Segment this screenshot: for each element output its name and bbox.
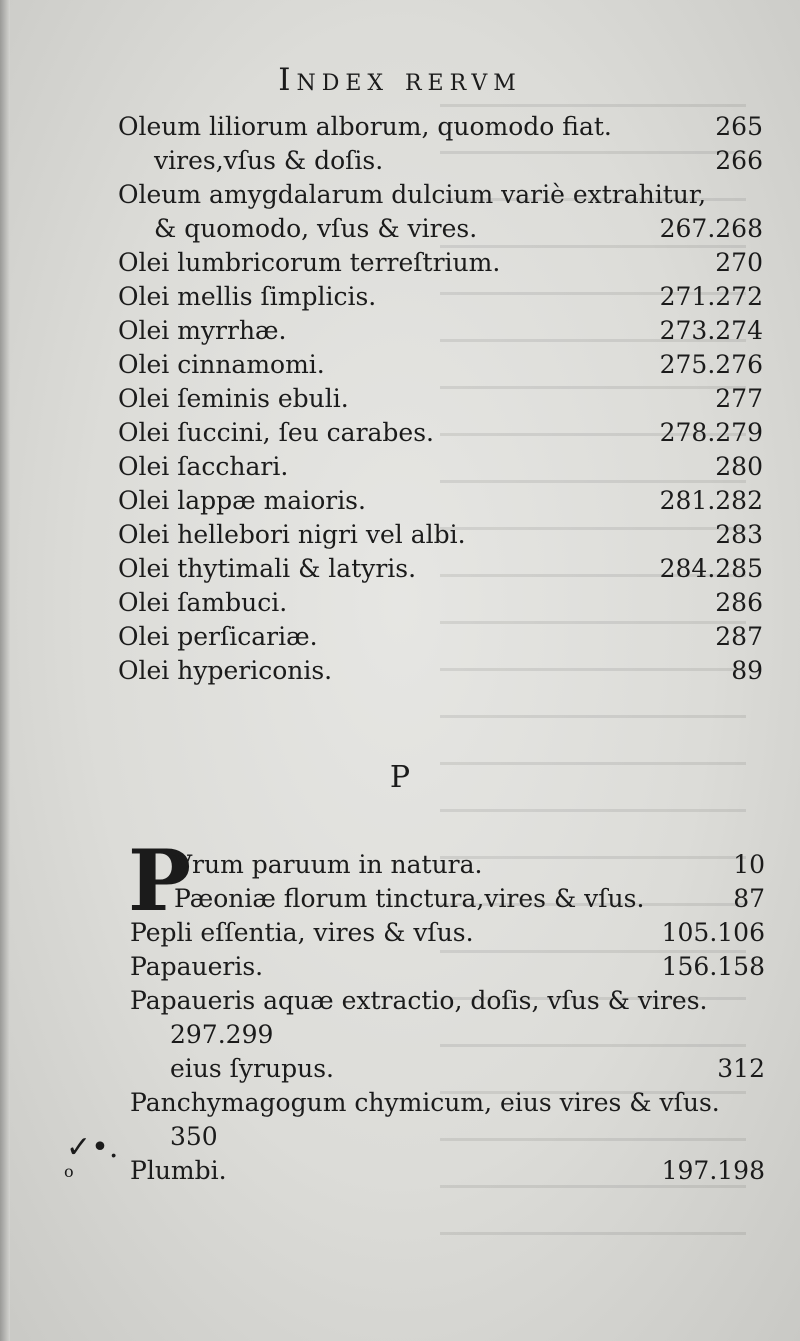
entry-label: Olei ſeminis ebuli. <box>118 384 349 413</box>
index-block-p <box>128 831 765 1188</box>
index-entry <box>118 620 763 654</box>
entry-label: Olei lappæ maioris. <box>118 486 366 515</box>
entry-page-ref: 286 <box>715 588 763 617</box>
index-entry <box>130 1154 765 1188</box>
index-entry <box>130 882 765 916</box>
index-entry <box>118 416 763 450</box>
entry-label: Olei lumbricorum terreſtrium. <box>118 248 501 277</box>
index-entry <box>118 280 763 314</box>
entry-label: Plumbi. <box>130 1156 227 1185</box>
index-entry <box>118 110 763 144</box>
index-entry <box>130 848 765 882</box>
entry-label: Olei hypericonis. <box>118 656 333 685</box>
entry-page-ref: 270 <box>715 248 763 277</box>
index-entry <box>118 552 763 586</box>
entry-label: Olei mellis ſimplicis. <box>118 282 377 311</box>
entry-page-ref: 265 <box>715 112 763 141</box>
entry-label: Papaueris aquæ extractio, doſis, vſus & vires. <box>130 986 708 1015</box>
index-entry <box>130 916 765 950</box>
entry-label: & quomodo, vſus & vires. <box>154 214 478 243</box>
entry-label: Oleum amygdalarum dulcium variè extrahitur, <box>118 180 707 209</box>
index-entry <box>118 586 763 620</box>
margin-annotation: ✓•. <box>66 1130 119 1165</box>
entry-label: Olei ſambuci. <box>118 588 288 617</box>
running-head: Index rervm <box>278 62 522 98</box>
entry-page-ref: 156.158 <box>661 952 765 981</box>
index-entry <box>118 450 763 484</box>
entry-label: Panchymagogum chymicum, eius vires & vſus. <box>130 1088 720 1117</box>
entry-label: Olei hellebori nigri vel albi. <box>118 520 466 549</box>
entry-page-ref: 87 <box>733 884 765 913</box>
entry-label: Pepli eſſentia, vires & vſus. <box>130 918 474 947</box>
entry-label: Olei ſacchari. <box>118 452 289 481</box>
margin-dot: o <box>64 1162 74 1181</box>
index-entry <box>118 518 763 552</box>
entry-page-ref: 267.268 <box>659 214 763 243</box>
entry-label: Papaueris. <box>130 952 264 981</box>
entry-label: Olei ſuccini, ſeu carabes. <box>118 418 435 447</box>
entry-page-ref: 275.276 <box>659 350 763 379</box>
entry-page-ref: 10 <box>733 850 765 879</box>
entry-label: Olei cinnamomi. <box>118 350 325 379</box>
entry-label: Oleum liliorum alborum, quomodo fiat. <box>118 112 612 141</box>
section-letter: P <box>389 760 411 795</box>
index-entry <box>130 1052 765 1086</box>
entry-label: eius ſyrupus. <box>170 1054 334 1083</box>
index-entry <box>130 950 765 984</box>
index-entry <box>130 984 765 1018</box>
index-block-o <box>118 110 763 688</box>
entry-page-ref: 284.285 <box>659 554 763 583</box>
entry-label: Pæoniæ florum tinctura,vires & vſus. <box>174 884 645 913</box>
drop-cap: P <box>128 831 192 930</box>
entry-page-ref: 287 <box>715 622 763 651</box>
entry-page-ref: 312 <box>717 1054 765 1083</box>
entry-page-ref: 277 <box>715 384 763 413</box>
entry-page-ref: 105.106 <box>661 918 765 947</box>
index-entry <box>118 314 763 348</box>
index-entry <box>118 654 763 688</box>
index-entry <box>130 1086 765 1120</box>
entry-label: 297.299 <box>170 1020 274 1049</box>
index-entry <box>118 178 763 212</box>
entry-page-ref: 271.272 <box>659 282 763 311</box>
entry-label: 350 <box>170 1122 218 1151</box>
entry-label: Vrum paruum in natura. <box>174 850 483 879</box>
entry-label: vires,vſus & doſis. <box>154 146 384 175</box>
entry-page-ref: 283 <box>715 520 763 549</box>
entry-page-ref: 197.198 <box>661 1156 765 1185</box>
entry-page-ref: 278.279 <box>659 418 763 447</box>
index-entry <box>118 382 763 416</box>
index-entry <box>130 1018 765 1052</box>
entry-page-ref: 89 <box>731 656 763 685</box>
index-entry <box>118 246 763 280</box>
entry-page-ref: 266 <box>715 146 763 175</box>
index-entry <box>118 348 763 382</box>
entry-page-ref: 281.282 <box>659 486 763 515</box>
index-entry <box>130 1120 765 1154</box>
index-entry <box>118 144 763 178</box>
entry-page-ref: 280 <box>715 452 763 481</box>
index-entry <box>118 484 763 518</box>
entry-label: Olei thytimali & latyris. <box>118 554 417 583</box>
entry-label: Olei perſicariæ. <box>118 622 318 651</box>
entry-label: Olei myrrhæ. <box>118 316 287 345</box>
page-edge-shadow <box>0 0 10 1341</box>
index-entry <box>118 212 763 246</box>
entry-page-ref: 273.274 <box>659 316 763 345</box>
